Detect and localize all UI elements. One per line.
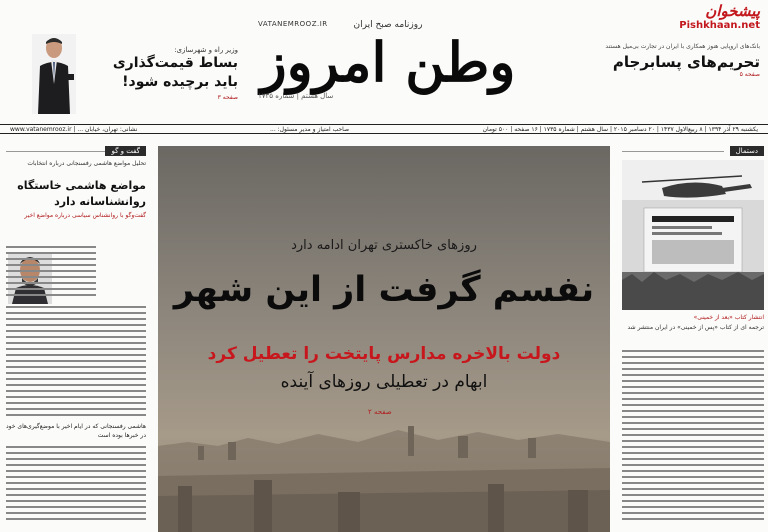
left-column <box>6 146 146 532</box>
left-article-second: هاشمی رفسنجانی که در ایام اخیر با موضع‌گیری‌های خود در خبرها بوده است <box>5 423 146 439</box>
divider <box>622 151 724 152</box>
right-article-body <box>622 350 764 524</box>
left-promo-headline: بساط قیمت‌گذاری باید برچیده شود! <box>112 55 238 90</box>
left-promo-kicker: وزیر راه و شهرسازی: <box>174 46 238 54</box>
main-subheadline-red: دولت بالاخره مدارس پایتخت را تعطیل کرد <box>207 344 561 364</box>
section-tag: دستمال <box>730 146 764 156</box>
dateline-date: یکشنبه ۲۹ آذر ۱۳۹۴ | ۸ ربیع‌الاول ۱۴۳۷ | ۲۰ دسامبر ۲۰۱۵ | سال هشتم | شماره ۱۷۳۵ | ۱۶ صفحه | ۵۰۰ تومان <box>482 126 758 133</box>
dateline-address: نشانی: تهران، خیابان ... | www.vatanemrooz.ir <box>10 126 138 133</box>
watermark-logo[interactable] <box>679 2 760 31</box>
left-article-headline[interactable]: مواضع هاشمی خاستگاه روانشناسانه دارد <box>17 179 146 208</box>
masthead <box>0 0 768 138</box>
logo-website: VATANEMROOZ.IR <box>258 20 328 28</box>
main-story[interactable] <box>158 146 610 532</box>
logo-title: وطن امروز <box>260 30 516 94</box>
minister-photo <box>32 34 76 114</box>
main-subheadline: ابهام در تعطیلی روزهای آینده <box>280 372 488 392</box>
watermark-fa: پیشخوان <box>705 2 760 20</box>
dateline-bar <box>0 124 768 134</box>
main-headline[interactable]: نفسم گرفت از این شهر <box>173 270 595 310</box>
photo-caption-title: انتشار کتاب «بعد از خمینی» <box>693 314 764 321</box>
left-article-kicker: تحلیل مواضع هاشمی رفسنجانی درباره انتخابات <box>27 160 146 167</box>
right-promo-headline: تحریم‌های پسابرجام <box>612 53 760 71</box>
left-article-body-3 <box>6 446 146 524</box>
dateline-publisher: صاحب امتیاز و مدیر مسئول: ... <box>270 126 350 133</box>
newspaper-logo[interactable] <box>258 20 518 100</box>
left-article-lead: گفت‌وگو با روانشناس سیاسی درباره مواضع اخیر <box>24 212 146 219</box>
logo-issue: سال هشتم | شماره ۱۷۳۵ <box>258 92 334 100</box>
logo-tagline: روزنامه صبح ایران <box>353 20 423 30</box>
watermark-en: Pishkhaan.net <box>679 20 760 31</box>
section-tag-interview: گفت و گو <box>105 146 146 156</box>
divider <box>6 151 106 152</box>
left-promo[interactable] <box>8 32 238 114</box>
main-kicker: روزهای خاکستری تهران ادامه دارد <box>291 238 477 253</box>
left-promo-page: صفحه ۳ <box>217 94 238 101</box>
left-article-body-1 <box>6 246 96 300</box>
right-promo[interactable] <box>535 42 760 78</box>
left-article-body-2 <box>6 306 146 420</box>
main-page-ref: صفحه ۲ <box>368 408 392 416</box>
helicopter-book-photo[interactable] <box>622 160 764 310</box>
right-promo-kicker: بانک‌های اروپایی هنوز همکاری با ایران در تجارت بی‌میل هستند <box>605 43 760 50</box>
right-column <box>622 146 764 532</box>
photo-caption: ترجمه ای از کتاب «پس از خمینی» در ایران منتشر شد <box>627 324 764 331</box>
right-promo-page: صفحه ۵ <box>739 71 760 78</box>
